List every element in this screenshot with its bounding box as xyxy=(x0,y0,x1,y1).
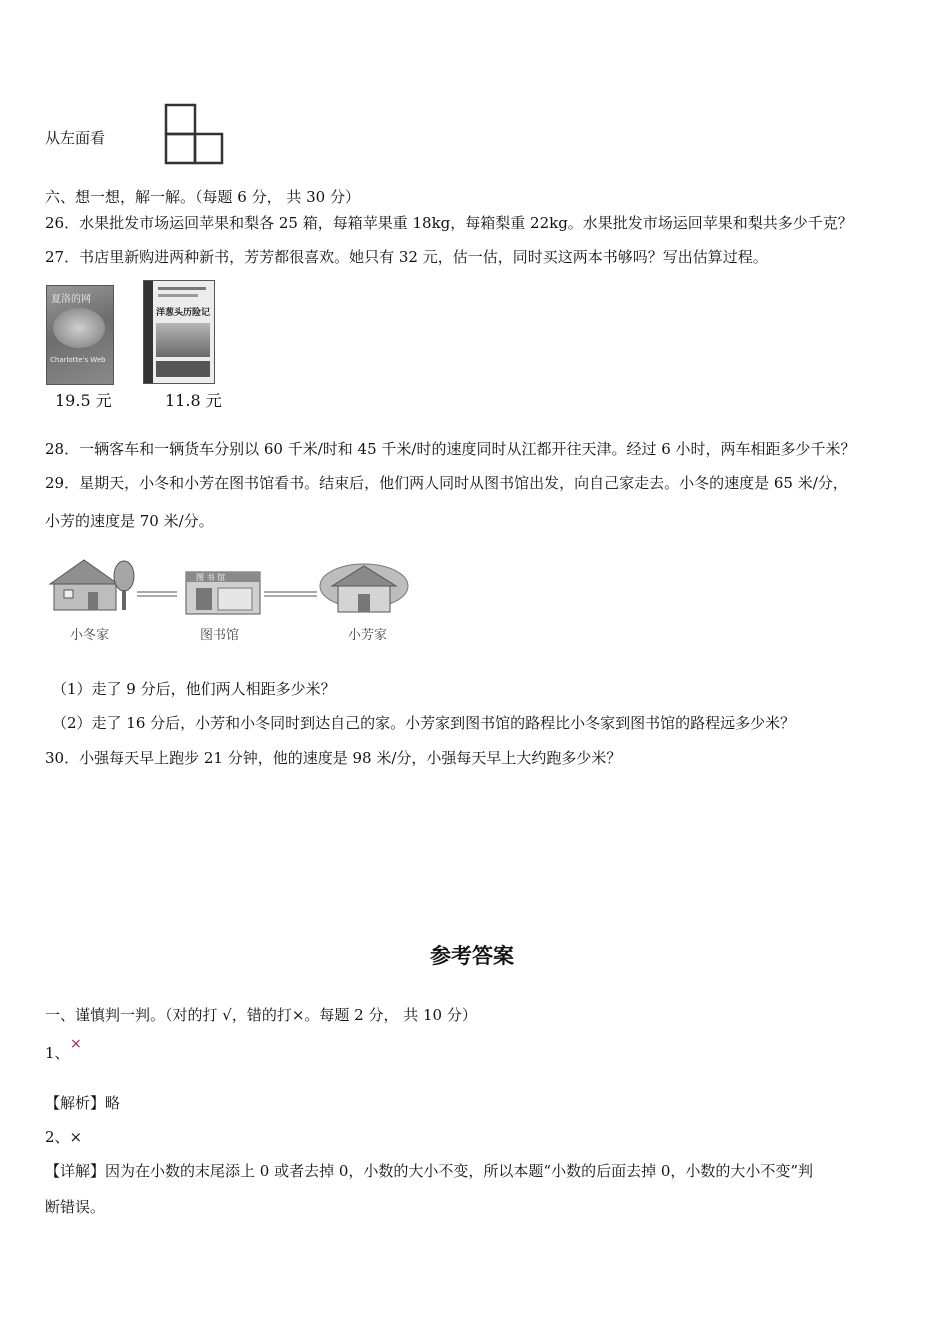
question-30: 30．小强每天早上跑步 21 分钟，他的速度是 98 米/分，小强每天早上大约跑多少米？ xyxy=(45,749,622,767)
answer-1-analysis: 【解析】略 xyxy=(45,1094,121,1112)
answer-2-detail: 【详解】因为在小数的末尾添上 0 或者去掉 0，小数的大小不变，所以本题“小数的后面去掉 0，小数的大小不变”判 xyxy=(45,1162,814,1180)
book2-price: 11.8 元 xyxy=(165,391,222,410)
question-29-part1: （1）走了 9 分后，他们两人相距多少米？ xyxy=(52,680,336,698)
view-label: 从左面看 xyxy=(45,129,106,147)
xiaofang-home-label: 小芳家 xyxy=(348,628,388,643)
library-sign: 图 书 馆 xyxy=(196,573,226,582)
answer-2-detail-cont: 断错误。 xyxy=(45,1198,106,1216)
book2-title: 洋葱头历险记 xyxy=(156,308,211,318)
book-cover-charlotte xyxy=(46,285,114,385)
answer-2: 2、× xyxy=(45,1128,83,1146)
answer-1-number: 1、 xyxy=(45,1044,70,1062)
question-26: 26．水果批发市场运回苹果和梨各 25 箱，每箱苹果重 18kg，每箱梨重 22kg。水果批发市场运回苹果和梨共多少千克？ xyxy=(45,214,853,232)
book1-subtitle: Charlotte's Web xyxy=(50,356,106,364)
book1-title: 夏洛的网 xyxy=(51,294,91,305)
library-label: 图书馆 xyxy=(200,628,240,643)
xiaodong-home-label: 小冬家 xyxy=(70,628,110,643)
question-28: 28．一辆客车和一辆货车分别以 60 千米/时和 45 千米/时的速度同时从江都开往天津。经过 6 小时，两车相距多少千米？ xyxy=(45,440,856,458)
left-view-figure xyxy=(162,101,226,167)
question-27: 27．书店里新购进两种新书，芳芳都很喜欢。她只有 32 元，估一估，同时买这两本书够吗？写出估算过程。 xyxy=(45,248,768,266)
book-cover-onion xyxy=(143,280,215,384)
answers-title: 参考答案 xyxy=(430,943,514,968)
question-29-part2: （2）走了 16 分后，小芳和小冬同时到达自己的家。小芳家到图书馆的路程比小冬家到图书馆的路程远多少米？ xyxy=(52,714,796,732)
question-29: 29．星期天，小冬和小芳在图书馆看书。结束后，他们两人同时从图书馆出发，向自己家走去。小冬的速度是 65 米/分， xyxy=(45,474,848,492)
route-map-illustration xyxy=(44,552,424,622)
question-29-cont: 小芳的速度是 70 米/分。 xyxy=(45,512,214,530)
xiaofang-house-icon xyxy=(320,564,408,612)
answer-1-mark: × xyxy=(70,1036,82,1052)
answers-section1-heading: 一、谨慎判一判。（对的打 √，错的打×。每题 2 分， 共 10 分） xyxy=(45,1006,477,1024)
book1-price: 19.5 元 xyxy=(55,391,112,410)
section6-heading: 六、想一想，解一解。（每题 6 分， 共 30 分） xyxy=(45,188,360,206)
xiaodong-house-icon xyxy=(50,560,134,610)
